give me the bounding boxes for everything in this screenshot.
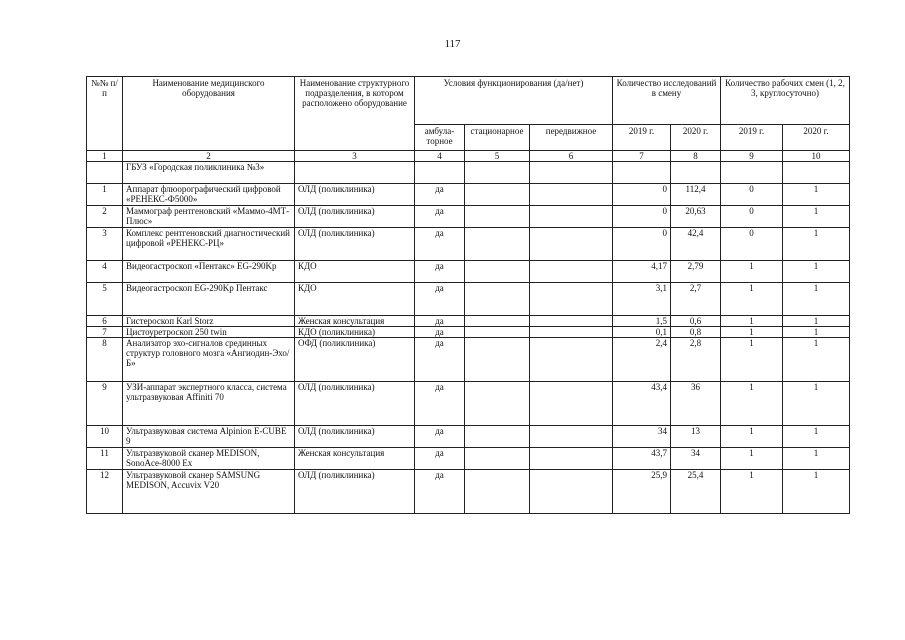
shifts-2019-cell: 1 [721, 316, 783, 327]
row-number: 12 [87, 470, 123, 514]
shifts-2019-cell: 1 [721, 470, 783, 514]
equipment-name: Маммограф рентгеновский «Маммо-4МТ-Плюс» [123, 206, 295, 228]
exams-2019-cell: 0,1 [613, 327, 671, 338]
row-number: 5 [87, 283, 123, 316]
ambulatory-cell: да [415, 426, 465, 448]
mobile-cell [530, 228, 613, 261]
shifts-2020-cell: 1 [783, 283, 850, 316]
exams-2019-cell: 43,4 [613, 382, 671, 426]
division-name: ОЛД (поликлиника) [295, 470, 415, 514]
header-mobile: передвижное [530, 125, 613, 151]
stationary-cell [465, 184, 530, 206]
division-name: ОЛД (поликлиника) [295, 228, 415, 261]
header-equipment-name: Наименование медицинского оборудования [123, 77, 295, 151]
division-name: Женская консультация [295, 316, 415, 327]
header-num: №№ п/п [87, 77, 123, 151]
mobile-cell [530, 426, 613, 448]
row-number: 8 [87, 338, 123, 382]
header-division: Наименование структурного подразделения, в котором расположено оборудование [295, 77, 415, 151]
shifts-2020-cell: 1 [783, 206, 850, 228]
exams-2019-cell: 2,4 [613, 338, 671, 382]
mobile-cell [530, 338, 613, 382]
shifts-2020-cell: 1 [783, 228, 850, 261]
mobile-cell [530, 327, 613, 338]
division-name: КДО [295, 261, 415, 283]
stationary-cell [465, 228, 530, 261]
column-number: 2 [123, 151, 295, 162]
division-name: ОФД (поликлиника) [295, 338, 415, 382]
table-row [87, 338, 850, 382]
ambulatory-cell: да [415, 338, 465, 382]
shifts-2019-cell: 1 [721, 261, 783, 283]
ambulatory-cell: да [415, 261, 465, 283]
exams-2019-cell: 43,7 [613, 448, 671, 470]
division-name: ОЛД (поликлиника) [295, 382, 415, 426]
exams-2019-cell: 0 [613, 228, 671, 261]
exams-2020-cell: 20,63 [671, 206, 721, 228]
stationary-cell [465, 283, 530, 316]
equipment-name: Видеогастроскоп «Пентакс» EG-290Kp [123, 261, 295, 283]
ambulatory-cell: да [415, 228, 465, 261]
exams-2020-cell: 2,8 [671, 338, 721, 382]
shifts-2019-cell: 0 [721, 228, 783, 261]
column-number: 5 [465, 151, 530, 162]
ambulatory-cell: да [415, 382, 465, 426]
ambulatory-cell: да [415, 327, 465, 338]
shifts-2019-cell: 1 [721, 338, 783, 382]
table-row [87, 426, 850, 448]
equipment-name: УЗИ-аппарат экспертного класса, система ультразвуковая Affiniti 70 [123, 382, 295, 426]
table-row [87, 327, 850, 338]
stationary-cell [465, 338, 530, 382]
exams-2020-cell: 112,4 [671, 184, 721, 206]
table-row [87, 470, 850, 514]
row-number: 9 [87, 382, 123, 426]
org-empty-cell [87, 162, 123, 184]
shifts-2019-cell: 1 [721, 283, 783, 316]
equipment-name: Ультразвуковой сканер SAMSUNG MEDISON, Accuvix V20 [123, 470, 295, 514]
exams-2019-cell: 3,1 [613, 283, 671, 316]
row-number: 6 [87, 316, 123, 327]
division-name: КДО [295, 283, 415, 316]
shifts-2019-cell: 1 [721, 327, 783, 338]
ambulatory-cell: да [415, 470, 465, 514]
exams-2020-cell: 42,4 [671, 228, 721, 261]
mobile-cell [530, 470, 613, 514]
division-name: ОЛД (поликлиника) [295, 184, 415, 206]
mobile-cell [530, 316, 613, 327]
shifts-2019-cell: 1 [721, 426, 783, 448]
mobile-cell [530, 283, 613, 316]
header-ambulatory: амбула-торное [415, 125, 465, 151]
row-number: 11 [87, 448, 123, 470]
ambulatory-cell: да [415, 206, 465, 228]
header-exams-2020: 2020 г. [671, 125, 721, 151]
table-row [87, 448, 850, 470]
shifts-2020-cell: 1 [783, 184, 850, 206]
mobile-cell [530, 448, 613, 470]
equipment-name: Видеогастроскоп EG-290Kp Пентакс [123, 283, 295, 316]
table-row [87, 283, 850, 316]
column-number: 3 [295, 151, 415, 162]
header-conditions: Условия функционирования (да/нет) [415, 77, 613, 125]
exams-2019-cell: 4,17 [613, 261, 671, 283]
equipment-name: Аппарат флюорографический цифровой «РЕНЕКС-Ф5000» [123, 184, 295, 206]
equipment-name: Гистероскоп Karl Storz [123, 316, 295, 327]
shifts-2019-cell: 0 [721, 184, 783, 206]
shifts-2020-cell: 1 [783, 382, 850, 426]
header-exams-2019: 2019 г. [613, 125, 671, 151]
row-number: 4 [87, 261, 123, 283]
header-stationary: стационарное [465, 125, 530, 151]
ambulatory-cell: да [415, 184, 465, 206]
stationary-cell [465, 382, 530, 426]
table-row [87, 206, 850, 228]
equipment-name: Ультразвуковая система Alpinion E-CUBE 9 [123, 426, 295, 448]
shifts-2020-cell: 1 [783, 338, 850, 382]
row-number: 2 [87, 206, 123, 228]
division-name: Женская консультация [295, 448, 415, 470]
stationary-cell [465, 261, 530, 283]
shifts-2019-cell: 1 [721, 448, 783, 470]
exams-2019-cell: 1,5 [613, 316, 671, 327]
column-number: 6 [530, 151, 613, 162]
table-row [87, 184, 850, 206]
equipment-name: Комплекс рентгеновский диагностический цифровой «РЕНЕКС-РЦ» [123, 228, 295, 261]
equipment-table [86, 76, 850, 514]
exams-2019-cell: 25,9 [613, 470, 671, 514]
mobile-cell [530, 206, 613, 228]
column-number: 9 [721, 151, 783, 162]
header-shifts-2019: 2019 г. [721, 125, 783, 151]
shifts-2020-cell: 1 [783, 261, 850, 283]
exams-2020-cell: 0,6 [671, 316, 721, 327]
shifts-2020-cell: 1 [783, 426, 850, 448]
exams-2019-cell: 0 [613, 184, 671, 206]
column-number: 4 [415, 151, 465, 162]
mobile-cell [530, 184, 613, 206]
stationary-cell [465, 206, 530, 228]
division-name: ОЛД (поликлиника) [295, 426, 415, 448]
table-row [87, 316, 850, 327]
page-number: 117 [444, 38, 461, 50]
stationary-cell [465, 327, 530, 338]
exams-2020-cell: 25,4 [671, 470, 721, 514]
column-number: 1 [87, 151, 123, 162]
table-row [87, 261, 850, 283]
exams-2019-cell: 0 [613, 206, 671, 228]
stationary-cell [465, 470, 530, 514]
column-number: 8 [671, 151, 721, 162]
row-number: 7 [87, 327, 123, 338]
mobile-cell [530, 382, 613, 426]
ambulatory-cell: да [415, 448, 465, 470]
division-name: ОЛД (поликлиника) [295, 206, 415, 228]
shifts-2019-cell: 0 [721, 206, 783, 228]
equipment-name: Цистоуретроскоп 250 twin [123, 327, 295, 338]
organization-name: ГБУЗ «Городская поликлиника №3» [123, 162, 295, 184]
row-number: 1 [87, 184, 123, 206]
equipment-name: Анализатор эхо-сигналов срединных структур головного мозга «Ангиодин-Эхо/Б» [123, 338, 295, 382]
exams-2019-cell: 34 [613, 426, 671, 448]
table-row [87, 382, 850, 426]
mobile-cell [530, 261, 613, 283]
stationary-cell [465, 448, 530, 470]
shifts-2020-cell: 1 [783, 470, 850, 514]
exams-2020-cell: 36 [671, 382, 721, 426]
shifts-2020-cell: 1 [783, 327, 850, 338]
header-exams: Количество исследований в смену [613, 77, 721, 125]
column-number: 10 [783, 151, 850, 162]
division-name: КДО (поликлиника) [295, 327, 415, 338]
row-number: 10 [87, 426, 123, 448]
header-shifts-2020: 2020 г. [783, 125, 850, 151]
column-number: 7 [613, 151, 671, 162]
ambulatory-cell: да [415, 283, 465, 316]
stationary-cell [465, 426, 530, 448]
exams-2020-cell: 2,7 [671, 283, 721, 316]
exams-2020-cell: 34 [671, 448, 721, 470]
shifts-2020-cell: 1 [783, 448, 850, 470]
exams-2020-cell: 0,8 [671, 327, 721, 338]
exams-2020-cell: 2,79 [671, 261, 721, 283]
shifts-2020-cell: 1 [783, 316, 850, 327]
exams-2020-cell: 13 [671, 426, 721, 448]
equipment-name: Ультразвуковой сканер MEDISON, SonoAce-8000 Ex [123, 448, 295, 470]
ambulatory-cell: да [415, 316, 465, 327]
table-row [87, 228, 850, 261]
header-shifts: Количество рабочих смен (1, 2, 3, круглосуточно) [721, 77, 850, 125]
shifts-2019-cell: 1 [721, 382, 783, 426]
row-number: 3 [87, 228, 123, 261]
stationary-cell [465, 316, 530, 327]
